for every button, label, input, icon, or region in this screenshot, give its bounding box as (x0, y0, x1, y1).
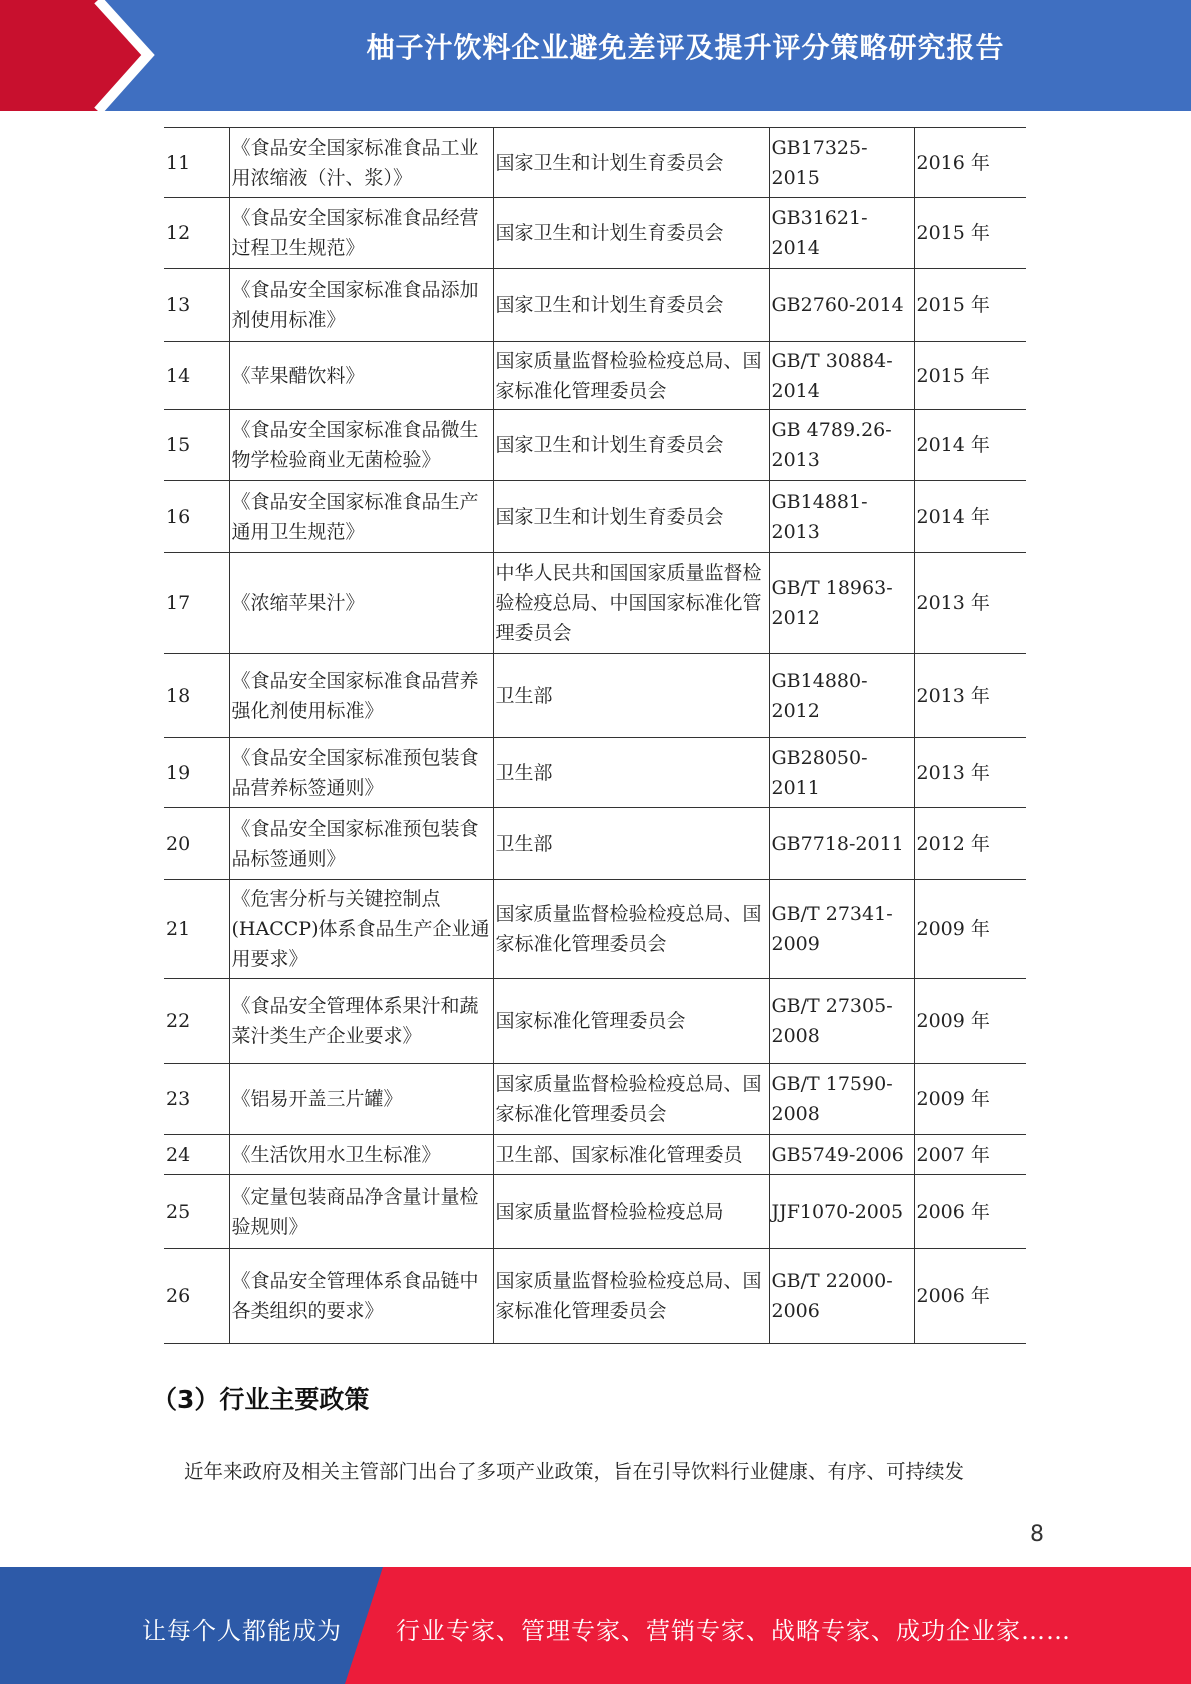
standard-name-cell: 《苹果醋饮料》 (229, 342, 493, 410)
standards-table (164, 127, 1026, 1344)
standard-code-cell: GB/T 30884-2014 (769, 342, 914, 410)
standard-name-cell: 《铝易开盖三片罐》 (229, 1064, 493, 1135)
table-row (164, 410, 1026, 481)
table-row (164, 880, 1026, 979)
year-cell: 2015 年 (914, 342, 1026, 410)
table-row (164, 128, 1026, 198)
body-paragraph: 近年来政府及相关主管部门出台了多项产业政策，旨在引导饮料行业健康、有序、可持续发 (184, 1460, 965, 1483)
section-heading: （3）行业主要政策 (152, 1385, 370, 1414)
row-number-cell: 19 (164, 738, 229, 808)
issuer-cell: 国家卫生和计划生育委员会 (493, 481, 769, 553)
year-cell: 2015 年 (914, 198, 1026, 269)
standard-code-cell: JJF1070-2005 (769, 1175, 914, 1249)
standard-code-cell: GB/T 27305-2008 (769, 979, 914, 1064)
report-title: 柚子汁饮料企业避免差评及提升评分策略研究报告 (366, 31, 1005, 64)
year-cell: 2014 年 (914, 410, 1026, 481)
issuer-cell: 卫生部、国家标准化管理委员 (493, 1135, 769, 1175)
page-number: 8 (1030, 1522, 1044, 1547)
table-row (164, 553, 1026, 654)
year-cell: 2009 年 (914, 880, 1026, 979)
row-number-cell: 12 (164, 198, 229, 269)
row-number-cell: 18 (164, 654, 229, 738)
standard-code-cell: GB/T 17590-2008 (769, 1064, 914, 1135)
standard-name-cell: 《危害分析与关键控制点(HACCP)体系食品生产企业通用要求》 (229, 880, 493, 979)
year-cell: 2006 年 (914, 1175, 1026, 1249)
standard-code-cell: GB14880-2012 (769, 654, 914, 738)
standard-name-cell: 《食品安全国家标准食品添加剂使用标准》 (229, 269, 493, 342)
year-cell: 2016 年 (914, 128, 1026, 198)
issuer-cell: 卫生部 (493, 654, 769, 738)
standard-code-cell: GB5749-2006 (769, 1135, 914, 1175)
row-number-cell: 22 (164, 979, 229, 1064)
table-row (164, 654, 1026, 738)
standard-name-cell: 《生活饮用水卫生标准》 (229, 1135, 493, 1175)
issuer-cell: 中华人民共和国国家质量监督检验检疫总局、中国国家标准化管理委员会 (493, 553, 769, 654)
year-cell: 2013 年 (914, 654, 1026, 738)
table-row (164, 1175, 1026, 1249)
row-number-cell: 14 (164, 342, 229, 410)
table-row (164, 198, 1026, 269)
table-row (164, 1249, 1026, 1344)
year-cell: 2006 年 (914, 1249, 1026, 1344)
issuer-cell: 国家质量监督检验检疫总局、国家标准化管理委员会 (493, 880, 769, 979)
issuer-cell: 国家质量监督检验检疫总局、国家标准化管理委员会 (493, 1249, 769, 1344)
header-banner (0, 0, 1191, 111)
year-cell: 2013 年 (914, 553, 1026, 654)
year-cell: 2014 年 (914, 481, 1026, 553)
row-number-cell: 11 (164, 128, 229, 198)
footer-banner (0, 1567, 1191, 1684)
footer-slogan-right: 行业专家、管理专家、营销专家、战略专家、成功企业家…… (396, 1617, 1071, 1645)
row-number-cell: 25 (164, 1175, 229, 1249)
issuer-cell: 国家质量监督检验检疫总局、国家标准化管理委员会 (493, 342, 769, 410)
row-number-cell: 20 (164, 808, 229, 880)
table-row (164, 738, 1026, 808)
standard-code-cell: GB14881-2013 (769, 481, 914, 553)
year-cell: 2012 年 (914, 808, 1026, 880)
standard-name-cell: 《食品安全国家标准食品工业用浓缩液（汁、浆）》 (229, 128, 493, 198)
standard-code-cell: GB28050-2011 (769, 738, 914, 808)
issuer-cell: 国家质量监督检验检疫总局 (493, 1175, 769, 1249)
row-number-cell: 16 (164, 481, 229, 553)
table-row (164, 481, 1026, 553)
row-number-cell: 13 (164, 269, 229, 342)
standard-name-cell: 《食品安全国家标准食品经营过程卫生规范》 (229, 198, 493, 269)
standard-name-cell: 《浓缩苹果汁》 (229, 553, 493, 654)
standard-code-cell: GB17325-2015 (769, 128, 914, 198)
standard-name-cell: 《定量包装商品净含量计量检验规则》 (229, 1175, 493, 1249)
table-row (164, 808, 1026, 880)
standard-name-cell: 《食品安全国家标准食品微生物学检验商业无菌检验》 (229, 410, 493, 481)
row-number-cell: 17 (164, 553, 229, 654)
standard-name-cell: 《食品安全国家标准预包装食品营养标签通则》 (229, 738, 493, 808)
footer-slogan-left: 让每个人都能成为 (142, 1617, 342, 1645)
row-number-cell: 15 (164, 410, 229, 481)
issuer-cell: 国家质量监督检验检疫总局、国家标准化管理委员会 (493, 1064, 769, 1135)
row-number-cell: 21 (164, 880, 229, 979)
standard-code-cell: GB/T 27341-2009 (769, 880, 914, 979)
issuer-cell: 国家卫生和计划生育委员会 (493, 269, 769, 342)
standard-code-cell: GB2760-2014 (769, 269, 914, 342)
table-row (164, 342, 1026, 410)
row-number-cell: 26 (164, 1249, 229, 1344)
standard-name-cell: 《食品安全国家标准预包装食品标签通则》 (229, 808, 493, 880)
table-body (164, 128, 1026, 1344)
standards-table-wrapper (164, 127, 1026, 1344)
standard-name-cell: 《食品安全管理体系果汁和蔬菜汁类生产企业要求》 (229, 979, 493, 1064)
table-row (164, 1135, 1026, 1175)
table-row (164, 1064, 1026, 1135)
standard-code-cell: GB/T 18963-2012 (769, 553, 914, 654)
year-cell: 2013 年 (914, 738, 1026, 808)
standard-name-cell: 《食品安全国家标准食品生产通用卫生规范》 (229, 481, 493, 553)
year-cell: 2015 年 (914, 269, 1026, 342)
issuer-cell: 国家标准化管理委员会 (493, 979, 769, 1064)
row-number-cell: 23 (164, 1064, 229, 1135)
year-cell: 2007 年 (914, 1135, 1026, 1175)
row-number-cell: 24 (164, 1135, 229, 1175)
year-cell: 2009 年 (914, 1064, 1026, 1135)
standard-code-cell: GB/T 22000-2006 (769, 1249, 914, 1344)
year-cell: 2009 年 (914, 979, 1026, 1064)
issuer-cell: 国家卫生和计划生育委员会 (493, 410, 769, 481)
standard-code-cell: GB31621-2014 (769, 198, 914, 269)
issuer-cell: 国家卫生和计划生育委员会 (493, 198, 769, 269)
standard-code-cell: GB7718-2011 (769, 808, 914, 880)
issuer-cell: 卫生部 (493, 808, 769, 880)
standard-name-cell: 《食品安全国家标准食品营养强化剂使用标准》 (229, 654, 493, 738)
issuer-cell: 卫生部 (493, 738, 769, 808)
standard-code-cell: GB 4789.26-2013 (769, 410, 914, 481)
table-row (164, 979, 1026, 1064)
issuer-cell: 国家卫生和计划生育委员会 (493, 128, 769, 198)
standard-name-cell: 《食品安全管理体系食品链中各类组织的要求》 (229, 1249, 493, 1344)
table-row (164, 269, 1026, 342)
